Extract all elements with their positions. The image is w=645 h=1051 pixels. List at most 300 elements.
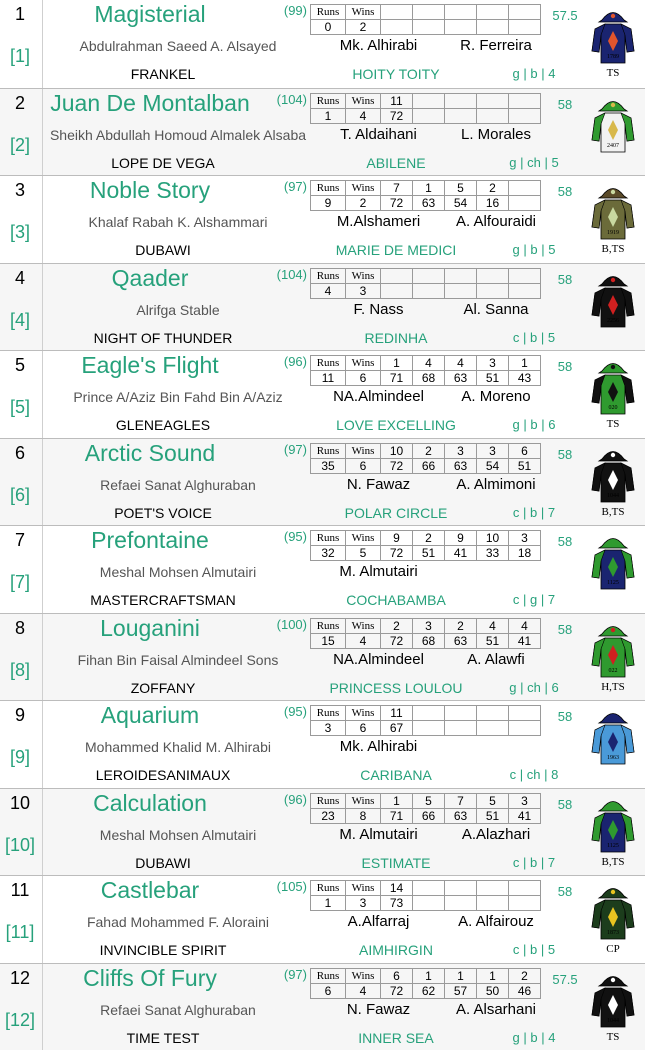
draw-number: [4] — [9, 309, 30, 330]
sex-color-age: g | b | 6 — [512, 417, 556, 432]
stat-bottom-cell — [445, 108, 477, 123]
dam-name-link[interactable]: AIMHIRGIN — [359, 942, 433, 958]
horse-name-link[interactable]: Eagle's Flight — [81, 352, 219, 378]
jockey-silk-icon — [591, 883, 635, 941]
owner-name: Alrifga Stable — [136, 301, 220, 318]
stat-top-cell: 11 — [381, 706, 413, 721]
wins-header: Wins — [346, 618, 381, 633]
stat-bottom-cell: 43 — [509, 371, 541, 386]
trainer-name: A. Alfairouz — [458, 913, 534, 930]
equipment-code: B,TS — [601, 855, 625, 868]
form-stats-table — [310, 93, 541, 124]
draw-number: [5] — [9, 397, 30, 417]
wins-value: 6 — [346, 458, 381, 473]
dam-name-link[interactable]: COCHABAMBA — [346, 592, 446, 608]
sire-name: TIME TEST — [126, 1029, 200, 1046]
owner-name: Sheikh Abdullah Homoud Almalek Alsaba — [49, 126, 307, 143]
jockey-name: Mk. Alhirabi — [339, 37, 418, 54]
jockey-name: F. Nass — [353, 300, 404, 318]
stat-bottom-cell: 63 — [413, 196, 445, 211]
jockey-name: Mk. Alhirabi — [339, 738, 418, 755]
owner-name: Khalaf Rabah K. Alshammari — [88, 214, 268, 230]
runs-header: Runs — [311, 93, 346, 108]
horse-rating: (95) — [283, 529, 307, 544]
runner-row[interactable] — [0, 88, 645, 176]
stat-bottom-cell: 51 — [509, 458, 541, 473]
horse-rating: (97) — [283, 966, 307, 982]
stat-top-cell — [445, 268, 477, 283]
runs-value: 35 — [311, 458, 346, 473]
stat-bottom-cell — [413, 108, 445, 123]
owner-name: Prince A/Aziz Bin Fahd Bin A/Aziz — [73, 389, 283, 405]
stat-top-cell: 11 — [381, 93, 413, 108]
equipment-code: TS — [606, 67, 620, 79]
sex-color-age: g | ch | 6 — [509, 679, 559, 695]
dam-name-link[interactable]: CARIBANA — [360, 767, 432, 783]
wins-value: 3 — [346, 896, 381, 911]
stat-top-cell — [445, 93, 477, 108]
wins-header: Wins — [346, 881, 381, 896]
horse-name-link[interactable]: Castlebar — [100, 877, 200, 903]
jockey-name: M. Almutairi — [339, 825, 418, 843]
stat-bottom-cell — [477, 721, 509, 736]
stat-top-cell: 4 — [477, 618, 509, 633]
draw-number: [10] — [4, 834, 36, 855]
sire-name: FRANKEL — [130, 66, 196, 82]
stat-top-cell: 10 — [381, 443, 413, 458]
form-stats-table — [310, 355, 541, 386]
wins-header: Wins — [346, 706, 381, 721]
stat-top-cell: 2 — [413, 443, 445, 458]
silk-number: 1044 — [607, 1017, 619, 1024]
stat-top-cell — [477, 881, 509, 896]
jockey-silk-icon — [591, 96, 635, 154]
runner-row[interactable] — [0, 788, 645, 876]
stat-bottom-cell: 33 — [477, 546, 509, 561]
draw-number: [1] — [9, 46, 30, 66]
wins-header: Wins — [346, 268, 381, 283]
stat-bottom-cell — [413, 721, 445, 736]
owner-name: Meshal Mohsen Almutairi — [99, 564, 257, 580]
trainer-name: A. Alsarhani — [455, 1000, 537, 1018]
trainer-name: A. Moreno — [461, 388, 531, 405]
form-stats-table — [310, 618, 541, 649]
sex-color-age: g | b | 4 — [512, 1029, 556, 1045]
horse-rating: (97) — [283, 441, 307, 457]
runner-number: 6 — [14, 442, 25, 463]
runner-row[interactable] — [0, 438, 645, 526]
draw-number: [8] — [9, 659, 30, 680]
stat-top-cell — [413, 706, 445, 721]
carried-weight: 58 — [557, 446, 573, 462]
carried-weight: 58 — [557, 184, 573, 199]
draw-number: [11] — [5, 922, 35, 942]
stat-top-cell: 3 — [509, 793, 541, 808]
stat-top-cell: 9 — [445, 531, 477, 546]
stat-top-cell — [477, 93, 509, 108]
stat-bottom-cell — [381, 20, 413, 35]
runs-value: 11 — [311, 371, 346, 386]
sex-color-age: g | ch | 5 — [509, 154, 559, 170]
trainer-name: L. Morales — [460, 125, 532, 143]
runs-header: Runs — [311, 706, 346, 721]
wins-header: Wins — [346, 968, 381, 983]
dam-name-link[interactable]: PRINCESS LOULOU — [329, 679, 463, 696]
jockey-silk-icon — [591, 971, 635, 1029]
stat-top-cell — [509, 881, 541, 896]
sex-color-age: g | b | 5 — [512, 242, 556, 257]
stat-top-cell: 2 — [381, 618, 413, 633]
sex-color-age: c | b | 7 — [512, 504, 556, 520]
jockey-silk-icon — [591, 7, 635, 65]
stat-bottom-cell: 71 — [381, 371, 413, 386]
runner-number: 8 — [14, 617, 25, 638]
stat-bottom-cell — [509, 896, 541, 911]
runs-header: Runs — [311, 5, 346, 20]
dam-name-link[interactable]: LOVE EXCELLING — [336, 417, 456, 433]
stat-bottom-cell — [509, 721, 541, 736]
stat-top-cell: 3 — [477, 356, 509, 371]
sex-color-age: g | b | 4 — [512, 66, 556, 81]
runs-value: 3 — [311, 721, 346, 736]
wins-header: Wins — [346, 356, 381, 371]
stat-top-cell: 2 — [509, 968, 541, 983]
form-stats-table — [310, 4, 541, 35]
horse-rating: (99) — [283, 3, 307, 18]
sex-color-age: c | b | 7 — [512, 854, 556, 870]
wins-header: Wins — [346, 793, 381, 808]
dam-name-link[interactable]: INNER SEA — [358, 1029, 434, 1046]
stat-top-cell — [381, 5, 413, 20]
jockey-silk-icon — [591, 446, 635, 504]
jockey-silk-icon — [591, 271, 635, 329]
stat-top-cell: 5 — [413, 793, 445, 808]
stat-bottom-cell: 66 — [413, 458, 445, 473]
jockey-name: M. Almutairi — [339, 563, 418, 580]
stat-top-cell: 7 — [445, 793, 477, 808]
stat-bottom-cell: 54 — [445, 196, 477, 211]
jockey-name: NA.Almindeel — [333, 650, 424, 668]
stat-top-cell: 1 — [477, 968, 509, 983]
sire-name: NIGHT OF THUNDER — [93, 329, 233, 346]
horse-name-link[interactable]: Cliffs Of Fury — [83, 964, 217, 991]
wins-value: 4 — [346, 108, 381, 123]
stat-bottom-cell: 67 — [381, 721, 413, 736]
sire-name: ZOFFANY — [130, 679, 196, 696]
horse-rating: (100) — [276, 616, 307, 632]
carried-weight: 58 — [557, 359, 573, 374]
stat-top-cell — [477, 268, 509, 283]
runs-value: 15 — [311, 633, 346, 648]
wins-value: 6 — [346, 371, 381, 386]
stat-bottom-cell: 72 — [381, 983, 413, 998]
owner-name: Abdulrahman Saeed A. Alsayed — [79, 38, 277, 54]
stat-bottom-cell: 68 — [413, 633, 445, 648]
stat-top-cell: 7 — [381, 181, 413, 196]
jockey-silk-icon — [591, 708, 635, 766]
wins-value: 4 — [346, 983, 381, 998]
stat-bottom-cell: 46 — [509, 983, 541, 998]
stat-top-cell: 1 — [413, 968, 445, 983]
runs-value: 32 — [311, 546, 346, 561]
sire-name: DUBAWI — [135, 854, 191, 871]
stat-bottom-cell — [477, 108, 509, 123]
form-stats-table — [310, 180, 541, 211]
wins-value: 8 — [346, 808, 381, 823]
stat-bottom-cell: 71 — [381, 808, 413, 823]
stat-bottom-cell: 41 — [509, 808, 541, 823]
stat-bottom-cell — [445, 20, 477, 35]
runs-value: 6 — [311, 983, 346, 998]
runner-number: 11 — [10, 880, 30, 900]
horse-name-link[interactable]: Aquarium — [100, 702, 200, 728]
jockey-name: NA.Almindeel — [333, 388, 424, 405]
draw-number: [12] — [4, 1009, 36, 1030]
owner-name: Refaei Sanat Alghuraban — [100, 476, 256, 493]
draw-number: [9] — [9, 747, 30, 767]
wins-value: 6 — [346, 721, 381, 736]
stat-top-cell — [381, 268, 413, 283]
owner-name: Meshal Mohsen Almutairi — [99, 826, 257, 843]
stat-bottom-cell — [445, 721, 477, 736]
stat-bottom-cell: 66 — [413, 808, 445, 823]
horse-name-link[interactable]: Louganini — [100, 614, 200, 641]
owner-name: Refaei Sanat Alghuraban — [100, 1001, 256, 1018]
stat-top-cell — [445, 5, 477, 20]
equipment-code: TS — [606, 418, 620, 430]
stat-top-cell: 4 — [413, 356, 445, 371]
silk-number: 1873 — [607, 930, 619, 936]
sire-name: LOPE DE VEGA — [111, 154, 215, 171]
horse-rating: (96) — [283, 354, 307, 369]
runner-number: 4 — [14, 267, 25, 288]
stat-top-cell — [445, 706, 477, 721]
sex-color-age: c | b | 5 — [512, 942, 556, 957]
stat-top-cell: 2 — [445, 618, 477, 633]
stat-top-cell — [509, 93, 541, 108]
carried-weight: 57.5 — [552, 8, 578, 23]
runner-number: 3 — [14, 180, 25, 200]
jockey-silk-icon — [591, 183, 635, 241]
stat-bottom-cell: 51 — [477, 371, 509, 386]
carried-weight: 58 — [557, 884, 573, 899]
silk-number: 022 — [608, 667, 618, 674]
jockey-name: A.Alfarraj — [347, 913, 410, 930]
silk-number: 1789 — [607, 54, 619, 60]
stat-top-cell — [477, 706, 509, 721]
equipment-code: B,TS — [601, 505, 625, 518]
stat-bottom-cell: 63 — [445, 371, 477, 386]
runs-value: 4 — [311, 283, 346, 298]
stat-top-cell: 2 — [413, 531, 445, 546]
stat-bottom-cell: 57 — [445, 983, 477, 998]
stat-top-cell: 4 — [445, 356, 477, 371]
stat-bottom-cell: 72 — [381, 546, 413, 561]
dam-name-link[interactable]: ABILENE — [366, 154, 426, 171]
runs-value: 1 — [311, 108, 346, 123]
draw-number: [3] — [9, 222, 30, 242]
form-stats-table — [310, 530, 541, 561]
carried-weight: 57.5 — [552, 971, 578, 987]
stat-bottom-cell: 51 — [477, 633, 509, 648]
sex-color-age: c | g | 7 — [512, 592, 556, 607]
stat-top-cell: 1 — [445, 968, 477, 983]
runs-header: Runs — [311, 181, 346, 196]
trainer-name: R. Ferreira — [460, 37, 532, 54]
sex-color-age: c | b | 5 — [512, 329, 556, 345]
stat-bottom-cell — [509, 20, 541, 35]
stat-bottom-cell: 73 — [381, 896, 413, 911]
runs-header: Runs — [311, 531, 346, 546]
runner-row[interactable] — [0, 350, 645, 438]
stat-bottom-cell: 16 — [477, 196, 509, 211]
trainer-name: A. Alawfi — [467, 650, 525, 668]
stat-top-cell — [413, 881, 445, 896]
wins-value: 5 — [346, 546, 381, 561]
runner-number: 1 — [14, 4, 25, 24]
carried-weight: 58 — [557, 96, 573, 112]
runner-number: 2 — [14, 92, 25, 113]
stat-top-cell: 9 — [381, 531, 413, 546]
wins-header: Wins — [346, 181, 381, 196]
carried-weight: 58 — [557, 271, 573, 287]
runs-header: Runs — [311, 881, 346, 896]
jockey-name: M.Alshameri — [336, 213, 421, 230]
stat-bottom-cell: 54 — [477, 458, 509, 473]
sire-name: GLENEAGLES — [115, 417, 211, 433]
runner-row[interactable] — [0, 963, 645, 1051]
stat-bottom-cell: 72 — [381, 633, 413, 648]
stat-bottom-cell: 62 — [413, 983, 445, 998]
wins-header: Wins — [346, 443, 381, 458]
stat-top-cell: 14 — [381, 881, 413, 896]
stat-top-cell — [445, 881, 477, 896]
runner-row[interactable] — [0, 263, 645, 351]
silk-number: 1919 — [607, 230, 619, 236]
horse-name-link[interactable]: Juan De Montalban — [50, 89, 250, 116]
runner-number: 9 — [14, 705, 25, 725]
runs-header: Runs — [311, 443, 346, 458]
dam-name-link[interactable]: MARIE DE MEDICI — [335, 242, 457, 258]
form-stats-table — [310, 880, 541, 911]
wins-value: 4 — [346, 633, 381, 648]
owner-name: Fihan Bin Faisal Almindeel Sons — [77, 651, 279, 668]
sire-name: DUBAWI — [135, 242, 191, 258]
stat-top-cell: 6 — [509, 443, 541, 458]
stat-bottom-cell — [445, 896, 477, 911]
horse-name-link[interactable]: Qaader — [111, 264, 189, 291]
dam-name-link[interactable]: ESTIMATE — [361, 854, 431, 871]
sire-name: MASTERCRAFTSMAN — [90, 592, 236, 608]
horse-name-link[interactable]: Noble Story — [89, 177, 211, 203]
form-stats-table — [310, 968, 541, 999]
stat-bottom-cell — [477, 20, 509, 35]
dam-name-link[interactable]: HOITY TOITY — [352, 66, 440, 82]
horse-name-link[interactable]: Calculation — [93, 789, 207, 816]
dam-name-link[interactable]: REDINHA — [364, 329, 428, 346]
wins-value: 2 — [346, 20, 381, 35]
stat-bottom-cell: 51 — [413, 546, 445, 561]
dam-name-link[interactable]: POLAR CIRCLE — [344, 504, 448, 521]
silk-number: 1125 — [607, 580, 619, 586]
stat-top-cell — [509, 181, 541, 196]
owner-name: Mohammed Khalid M. Alhirabi — [85, 739, 271, 755]
runner-row[interactable] — [0, 613, 645, 701]
stat-top-cell: 2 — [477, 181, 509, 196]
stat-top-cell: 10 — [477, 531, 509, 546]
stat-top-cell — [509, 706, 541, 721]
stat-top-cell — [413, 5, 445, 20]
carried-weight: 58 — [557, 621, 573, 637]
stat-top-cell: 3 — [413, 618, 445, 633]
silk-number: 2256 — [607, 317, 619, 324]
runner-row[interactable] — [0, 0, 645, 88]
runner-row[interactable] — [0, 700, 645, 788]
sire-name: LEROIDESANIMAUX — [95, 767, 231, 783]
stat-bottom-cell — [509, 108, 541, 123]
runner-row[interactable] — [0, 875, 645, 963]
stat-bottom-cell — [477, 896, 509, 911]
owner-name: Fahad Mohammed F. Aloraini — [86, 914, 270, 930]
runs-value: 1 — [311, 896, 346, 911]
stat-bottom-cell: 72 — [381, 458, 413, 473]
horse-rating: (104) — [276, 266, 307, 282]
stat-top-cell: 1 — [381, 356, 413, 371]
sire-name: INVINCIBLE SPIRIT — [99, 942, 227, 958]
trainer-name: A. Almimoni — [456, 475, 536, 493]
runner-row[interactable] — [0, 525, 645, 613]
stat-bottom-cell — [413, 896, 445, 911]
runs-header: Runs — [311, 793, 346, 808]
form-stats-table — [310, 268, 541, 299]
form-stats-table — [310, 705, 541, 736]
jockey-name: N. Fawaz — [346, 1000, 411, 1018]
stat-top-cell — [477, 5, 509, 20]
sex-color-age: c | ch | 8 — [509, 767, 559, 782]
carried-weight: 58 — [557, 534, 573, 549]
stat-bottom-cell: 68 — [413, 371, 445, 386]
horse-name-link[interactable]: Magisterial — [94, 1, 206, 27]
runs-header: Runs — [311, 618, 346, 633]
silk-number: 1044 — [607, 492, 619, 499]
stat-bottom-cell — [413, 283, 445, 298]
silk-number: 1125 — [607, 842, 619, 849]
runs-value: 9 — [311, 196, 346, 211]
carried-weight: 58 — [557, 709, 573, 724]
stat-bottom-cell — [413, 20, 445, 35]
runs-header: Runs — [311, 268, 346, 283]
draw-number: [7] — [9, 572, 30, 592]
stat-bottom-cell: 63 — [445, 808, 477, 823]
runs-header: Runs — [311, 968, 346, 983]
horse-name-link[interactable]: Prefontaine — [91, 527, 209, 553]
stat-bottom-cell — [381, 283, 413, 298]
stat-bottom-cell — [509, 196, 541, 211]
stat-bottom-cell: 41 — [509, 633, 541, 648]
wins-value: 2 — [346, 196, 381, 211]
horse-name-link[interactable]: Arctic Sound — [84, 439, 216, 466]
equipment-code: B,TS — [601, 243, 625, 255]
jockey-name: N. Fawaz — [346, 475, 411, 493]
stat-bottom-cell: 72 — [381, 108, 413, 123]
trainer-name: A.Alazhari — [461, 825, 531, 843]
runner-row[interactable] — [0, 175, 645, 263]
trainer-name: Al. Sanna — [463, 300, 529, 318]
runs-value: 23 — [311, 808, 346, 823]
stat-top-cell: 3 — [477, 443, 509, 458]
runs-header: Runs — [311, 356, 346, 371]
horse-rating: (97) — [283, 179, 307, 194]
